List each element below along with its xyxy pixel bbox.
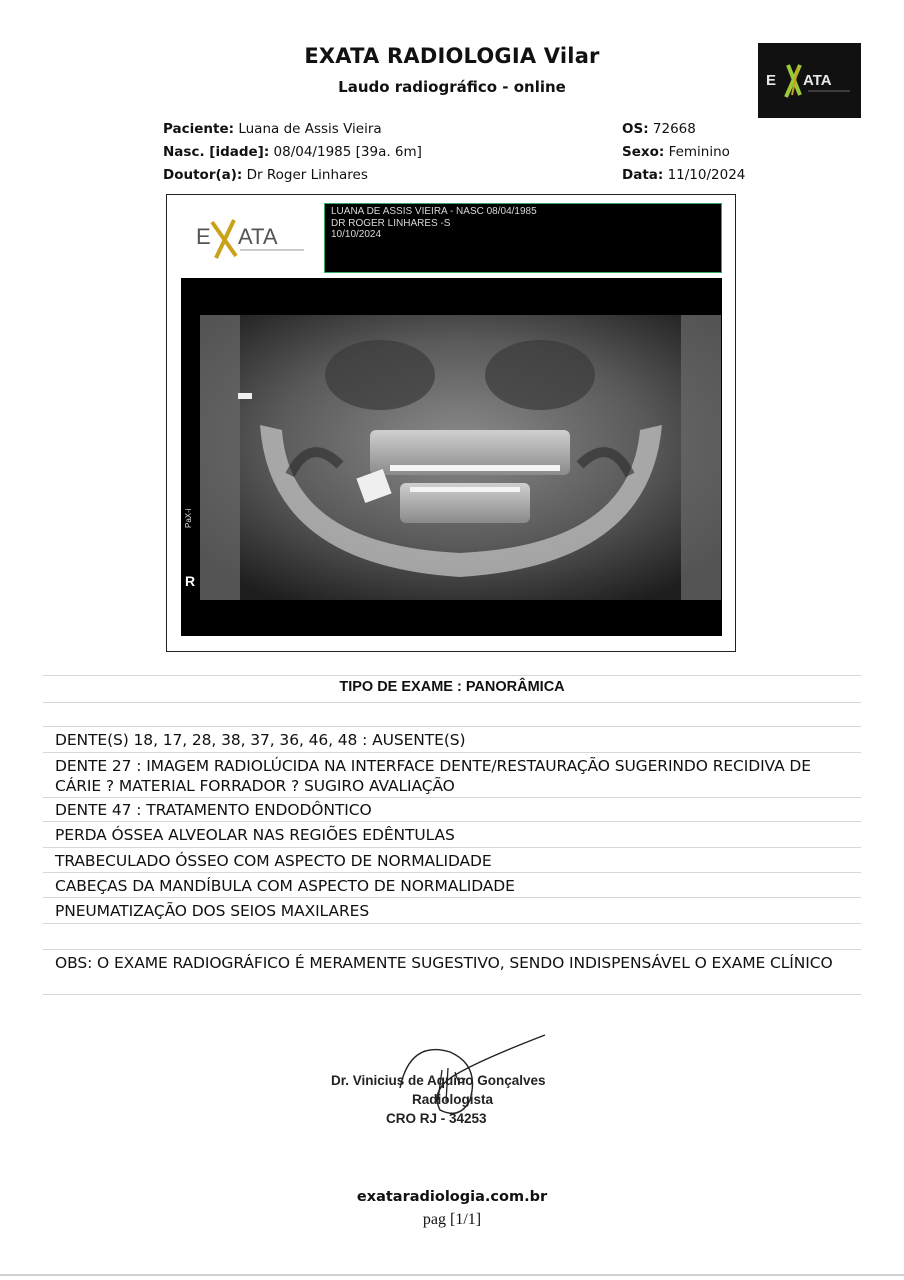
divider [43,949,861,950]
panoramic-radiograph [200,315,721,600]
exata-logo [758,43,861,118]
doctor-label: Doutor(a): [163,167,243,183]
date-label: Data: [622,167,664,183]
caption-line-2: DR ROGER LINHARES -S [331,217,451,229]
divider [43,675,861,676]
os-label: OS: [622,121,649,137]
signer-registry: CRO RJ - 34253 [386,1111,487,1126]
svg-text:ATA: ATA [803,72,832,89]
divider [43,797,861,798]
divider [43,702,861,703]
doctor-row [163,167,368,183]
divider [43,847,861,848]
finding-item: PERDA ÓSSEA ALVEOLAR NAS REGIÕES EDÊNTULAS [55,826,455,844]
divider [43,897,861,898]
observation-note: OBS: O EXAME RADIOGRÁFICO É MERAMENTE SUGESTIVO, SENDO INDISPENSÁVEL O EXAME CLÍNICO [55,954,833,972]
caption-line-1: LUANA DE ASSIS VIEIRA - NASC 08/04/1985 [331,206,537,217]
divider [43,923,861,924]
finding-item: PNEUMATIZAÇÃO DOS SEIOS MAXILARES [55,902,370,920]
finding-item: DENTE 27 : IMAGEM RADIOLÚCIDA NA INTERFACE DENTE/RESTAURAÇÃO SUGERINDO RECIDIVA DE CÁRIE ? MATERIAL FORRADOR ? SUGIRO AVALIAÇÃO [55,757,811,795]
divider [43,821,861,822]
doctor-name: Dr Roger Linhares [246,167,368,183]
date-row [622,167,745,183]
finding-item: TRABECULADO ÓSSEO COM ASPECTO DE NORMALIDADE [55,852,492,870]
patient-birth-label: Nasc. [idade]: [163,144,270,160]
website-link[interactable]: exataradiologia.com.br [356,1189,548,1205]
radiograph-caption [324,203,722,273]
patient-name: Luana de Assis Vieira [238,121,382,137]
page-bottom-rule [0,1274,904,1276]
finding-item: DENTE 47 : TRATAMENTO ENDODÔNTICO [55,801,372,819]
date-value: 11/10/2024 [667,167,746,183]
svg-text:E: E [196,224,211,249]
report-title: EXATA RADIOLOGIA Vilar [304,44,600,68]
report-subtitle: Laudo radiográfico - online [338,78,566,96]
page-number: pag [1/1] [422,1211,482,1228]
os-number: 72668 [652,121,696,137]
patient-birth: 08/04/1985 [39a. 6m] [273,144,422,160]
divider [43,872,861,873]
svg-text:ATA: ATA [238,224,278,249]
device-label: PaX-i [184,508,193,528]
divider [43,726,861,727]
os-row [622,121,696,137]
signer-name: Dr. Vinicius de Aquino Gonçalves [331,1073,546,1088]
svg-text:E: E [766,72,777,89]
finding-item: DENTE(S) 18, 17, 28, 38, 37, 36, 46, 48 : AUSENTE(S) [55,731,466,749]
signature-block [330,1030,580,1130]
caption-line-3: 10/10/2024 [331,229,382,240]
frame-exata-logo [192,212,312,262]
divider [43,994,861,995]
exam-type: TIPO DE EXAME : PANORÂMICA [339,679,565,695]
finding-item: CABEÇAS DA MANDÍBULA COM ASPECTO DE NORMALIDADE [55,877,515,895]
orientation-label: R [185,573,196,589]
patient-name-label: Paciente: [163,121,235,137]
sex-label: Sexo: [622,144,665,160]
signer-role: Radiologista [412,1092,494,1107]
patient-name-row [163,121,382,137]
sex-value: Feminino [668,144,730,160]
divider [43,752,861,753]
sex-row [622,144,730,160]
patient-birth-row [163,144,422,160]
